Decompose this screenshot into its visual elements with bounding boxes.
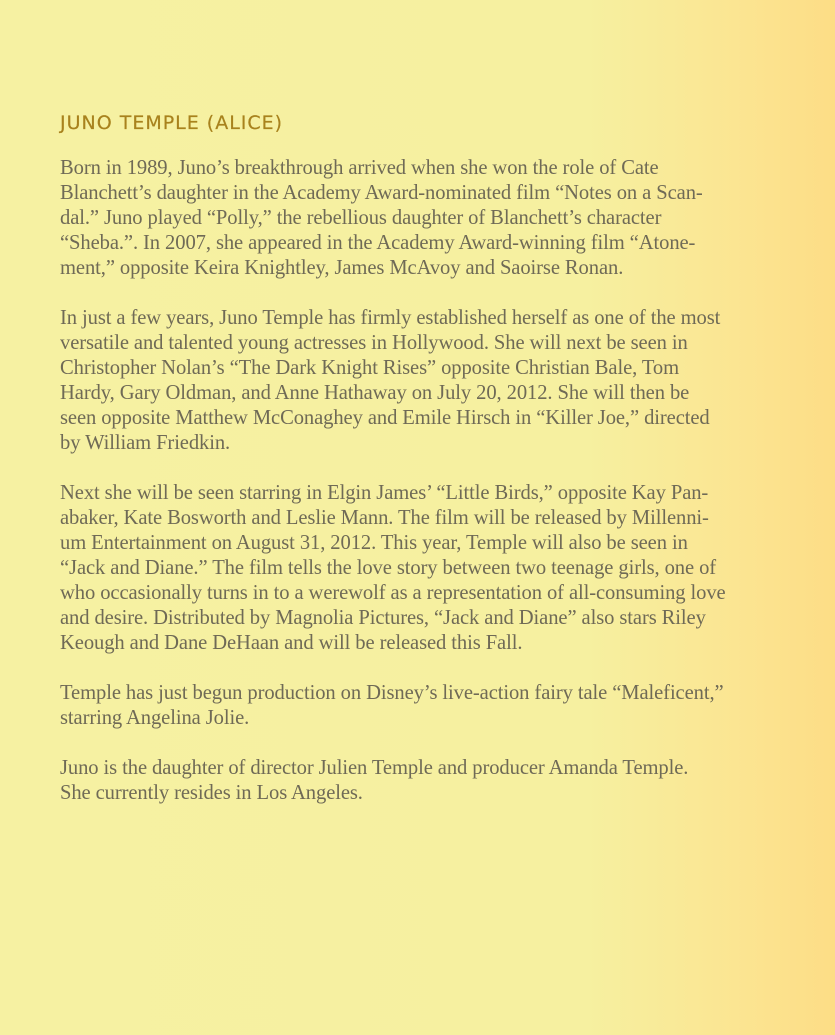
paragraph-line: ment,” opposite Keira Knightley, James McAvoy and Saoirse Ronan.	[60, 257, 624, 279]
bio-page	[60, 112, 820, 831]
bio-paragraph	[60, 156, 820, 281]
paragraph-line: seen opposite Matthew McConaghey and Emile Hirsch in “Killer Joe,” directed	[60, 407, 710, 429]
bio-body	[60, 156, 820, 806]
bio-heading: JUNO TEMPLE (ALICE)	[60, 112, 284, 134]
paragraph-line: versatile and talented young actresses in Hollywood. She will next be seen in	[60, 332, 688, 354]
paragraph-line: um Entertainment on August 31, 2012. This year, Temple will also be seen in	[60, 532, 688, 554]
paragraph-line: Juno is the daughter of director Julien Temple and producer Amanda Temple.	[60, 757, 689, 779]
bio-paragraph	[60, 756, 820, 806]
paragraph-line: Born in 1989, Juno’s breakthrough arrived when she won the role of Cate	[60, 157, 659, 179]
paragraph-line: Temple has just begun production on Disney’s live-action fairy tale “Maleficent,”	[60, 682, 724, 704]
paragraph-line: who occasionally turns in to a werewolf as a representation of all-consuming love	[60, 582, 726, 604]
paragraph-line: “Sheba.”. In 2007, she appeared in the Academy Award-winning film “Atone-	[60, 232, 696, 254]
paragraph-line: In just a few years, Juno Temple has firmly established herself as one of the most	[60, 307, 721, 329]
paragraph-line: Hardy, Gary Oldman, and Anne Hathaway on July 20, 2012. She will then be	[60, 382, 690, 404]
paragraph-line: starring Angelina Jolie.	[60, 707, 250, 729]
paragraph-line: Next she will be seen starring in Elgin James’ “Little Birds,” opposite Kay Pan-	[60, 482, 709, 504]
paragraph-line: dal.” Juno played “Polly,” the rebellious daughter of Blanchett’s character	[60, 207, 662, 229]
bio-paragraph	[60, 306, 820, 456]
paragraph-line: Blanchett’s daughter in the Academy Award-nominated film “Notes on a Scan-	[60, 182, 703, 204]
paragraph-line: “Jack and Diane.” The film tells the love story between two teenage girls, one of	[60, 557, 717, 579]
paragraph-line: Christopher Nolan’s “The Dark Knight Rises” opposite Christian Bale, Tom	[60, 357, 679, 379]
bio-paragraph	[60, 681, 820, 731]
paragraph-line: and desire. Distributed by Magnolia Pictures, “Jack and Diane” also stars Riley	[60, 607, 706, 629]
paragraph-line: Keough and Dane DeHaan and will be released this Fall.	[60, 632, 523, 654]
paragraph-line: by William Friedkin.	[60, 432, 231, 454]
paragraph-line: abaker, Kate Bosworth and Leslie Mann. The film will be released by Millenni-	[60, 507, 709, 529]
paragraph-line: She currently resides in Los Angeles.	[60, 782, 363, 804]
bio-paragraph	[60, 481, 820, 656]
